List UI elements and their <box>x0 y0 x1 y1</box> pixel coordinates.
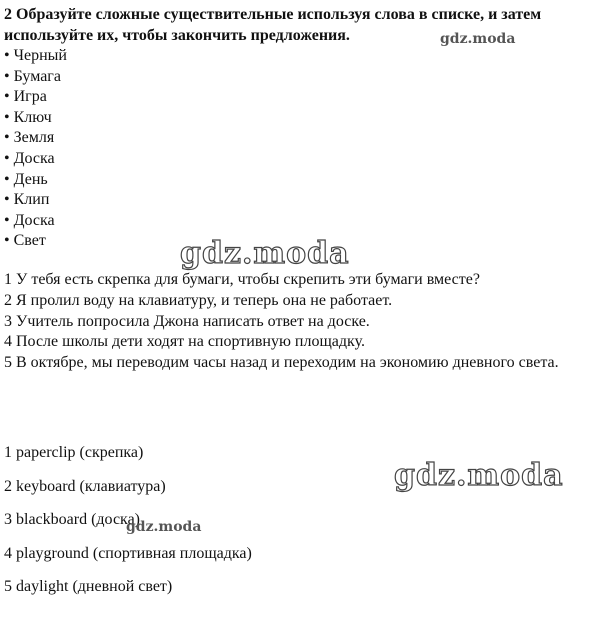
list-item: • Бумага <box>4 67 67 88</box>
answer: 3 blackboard (доска) <box>4 511 141 528</box>
sentence: 3 Учитель попросила Джона написать ответ на доске. <box>4 312 370 330</box>
word-list <box>4 46 67 252</box>
sentence-list <box>4 270 584 374</box>
list-item: • Клип <box>4 190 67 211</box>
list-item: • Доска <box>4 211 67 232</box>
task-heading: 2 Образуйте сложные существительные используя слова в списке, и затем используйте их, чтобы закончить предложения. <box>4 6 542 44</box>
list-item: • Черный <box>4 46 67 67</box>
watermark: gdz.moda <box>180 236 350 271</box>
watermark: gdz.moda <box>126 519 202 535</box>
list-item: • Ключ <box>4 108 67 129</box>
watermark: gdz.moda <box>440 31 516 47</box>
sentence: 2 Я пролил воду на клавиатуру, и теперь она не работает. <box>4 291 393 309</box>
answer: 2 keyboard (клавиатура) <box>4 477 166 495</box>
sentence: 4 После школы дети ходят на спортивную площадку. <box>4 333 365 351</box>
sentence: 1 У тебя есть скрепка для бумаги, чтобы скрепить эти бумаги вместе? <box>4 271 480 288</box>
list-item: • Земля <box>4 128 67 149</box>
list-item: • День <box>4 170 67 191</box>
answer: 4 playground (спортивная площадка) <box>4 544 252 562</box>
answer: 5 daylight (дневной свет) <box>4 578 173 595</box>
watermark: gdz.moda <box>394 458 564 493</box>
answer: 1 paperclip (скрепка) <box>4 444 144 461</box>
list-item: • Игра <box>4 87 67 108</box>
sentence: 5 В октябре, мы переводим часы назад и переходим на экономию дневного света. <box>4 354 559 372</box>
list-item: • Свет <box>4 231 67 252</box>
list-item: • Доска <box>4 149 67 170</box>
